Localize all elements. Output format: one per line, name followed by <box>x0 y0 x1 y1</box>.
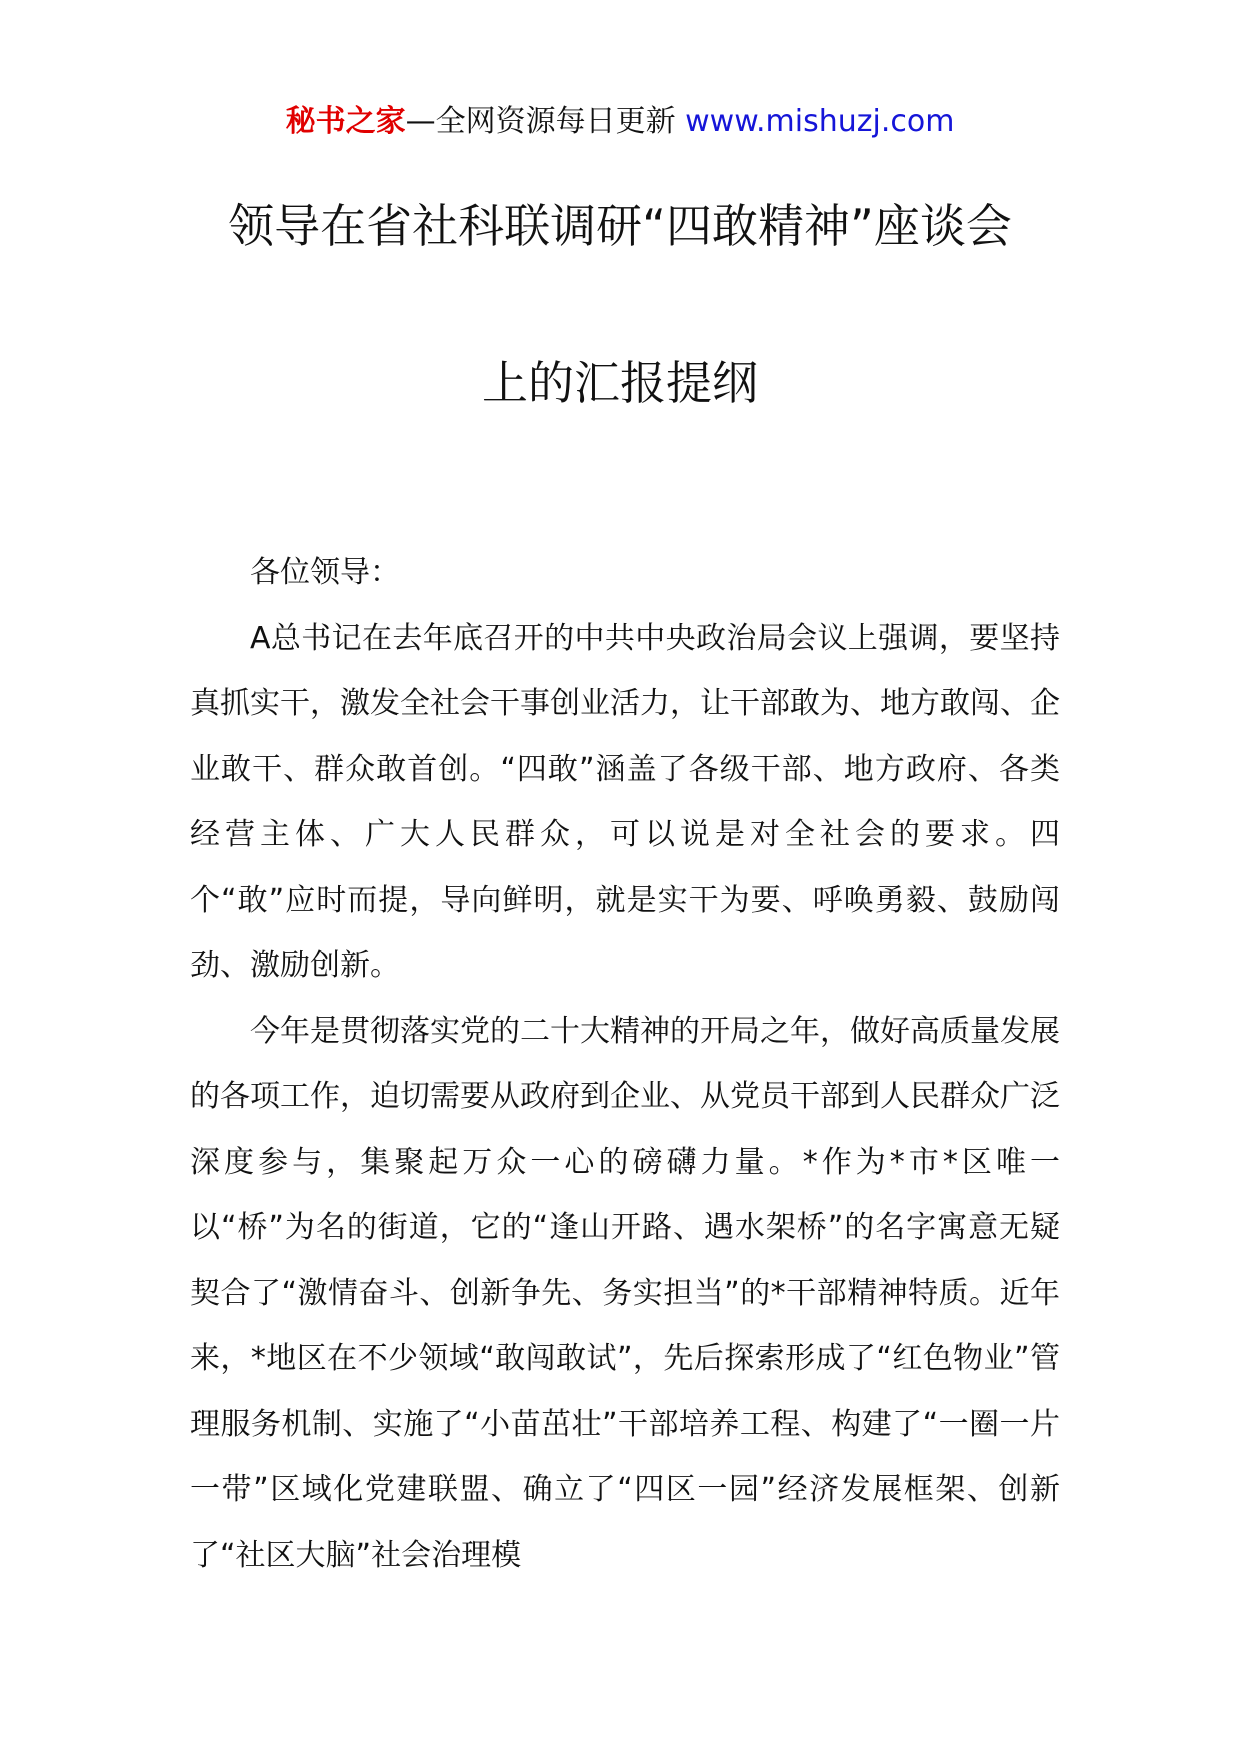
document-title-line-2: 上的汇报提纲 <box>482 356 758 410</box>
body-paragraph: 今年是贯彻落实党的二十大精神的开局之年，做好高质量发展的各项工作，迫切需要从政府到企业、从党员干部到人民群众广泛深度参与，集聚起万众一心的磅礴力量。*作为*市*区唯一以“桥”为名的街道，它的“逢山开路、遇水架桥”的名字寓意无疑契合了“激情奋斗、创新争先、务实担当”的*干部精神特质。近年来，*地区在不少领域“敢闯敢试”，先后探索形成了“红色物业”管理服务机制、实施了“小苗茁壮”干部培养工程、构建了“一圈一片一带”区域化党建联盟、确立了“四区一园”经济发展框架、创新了“社区大脑”社会治理模 <box>190 1013 1060 1573</box>
document-title-line-1: 领导在省社科联调研“四敢精神”座谈会 <box>228 199 1012 253</box>
document-body <box>190 540 1060 1588</box>
body-paragraph: A总书记在去年底召开的中共中央政治局会议上强调，要坚持真抓实干，激发全社会干事创业活力，让干部敢为、地方敢闯、企业敢干、群众敢首创。“四敢”涵盖了各级干部、地方政府、各类经营主体、广大人民群众，可以说是对全社会的要求。四个“敢”应时而提，导向鲜明，就是实干为要、呼唤勇毅、鼓励闯劲、激励创新。 <box>190 620 1060 983</box>
site-url-link[interactable]: www.mishuzj.com <box>685 104 955 139</box>
site-header <box>0 100 1240 144</box>
salutation: 各位领导： <box>250 555 400 590</box>
site-tagline: —全网资源每日更新 <box>405 104 686 139</box>
site-brand: 秘书之家 <box>285 104 406 139</box>
